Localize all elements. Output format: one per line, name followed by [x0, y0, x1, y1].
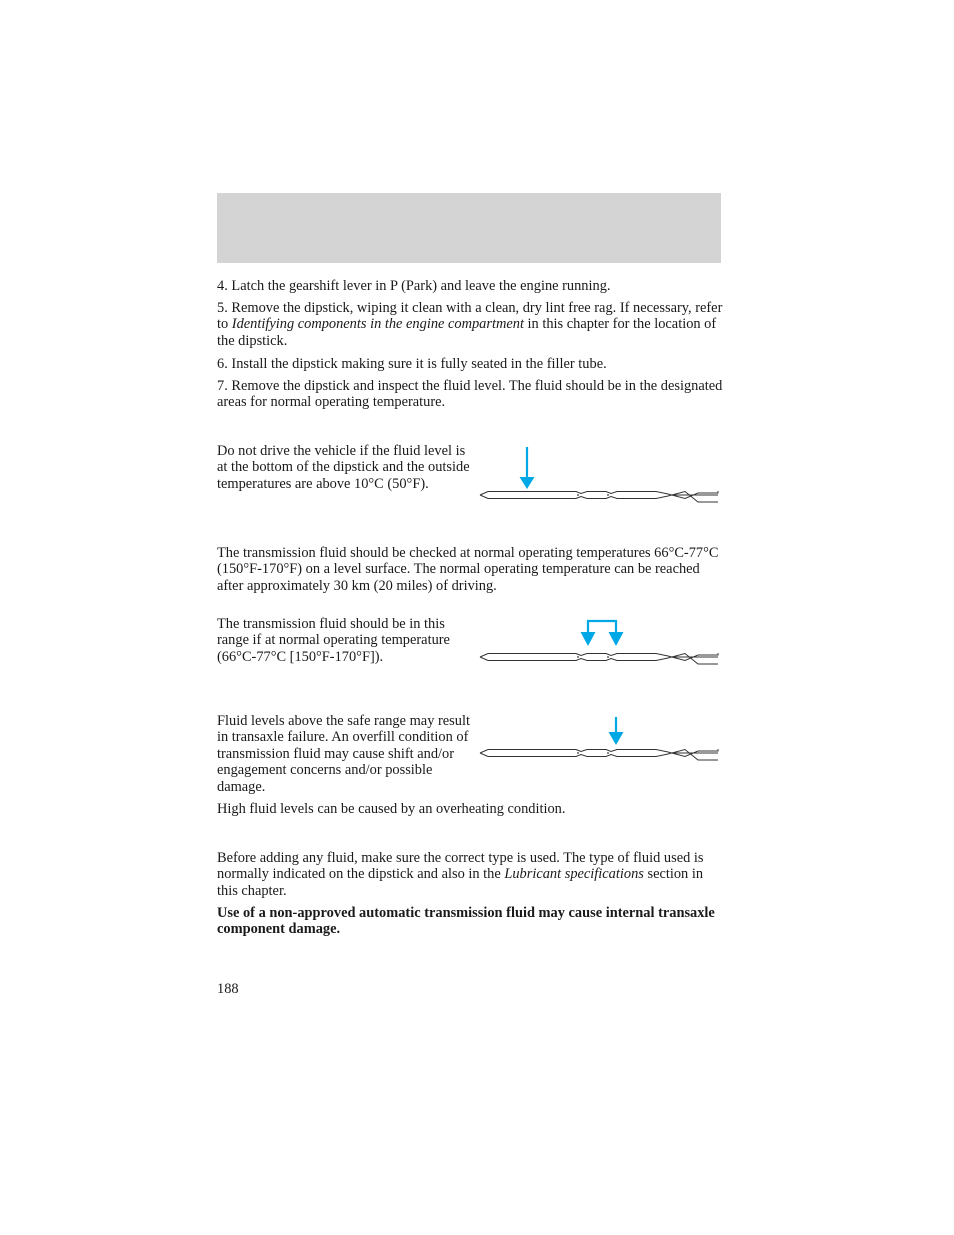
normal-temperature-paragraph: The transmission fluid should be checked at normal operating temperatures 66°C-77°C (150°F-170°F) on a level surface. The normal operating temperature can be reached after approximately 30 km (20 miles) of driving. — [217, 545, 719, 594]
dipstick-high-figure — [478, 715, 720, 777]
step-4 — [217, 278, 723, 294]
step-7 — [217, 378, 723, 411]
step-number: 5. — [217, 300, 228, 316]
step-6 — [217, 356, 723, 372]
low-level-warning: Do not drive the vehicle if the fluid level is at the bottom of the dipstick and the outside temperatures are above 10°C (50°F). — [217, 443, 470, 492]
step-number: 6. — [217, 356, 228, 372]
step-text: Remove the dipstick and inspect the fluid level. The fluid should be in the designated areas for normal operating temperature. — [217, 378, 723, 411]
step-number: 7. — [217, 378, 228, 394]
step-text: Remove the dipstick, wiping it clean with a clean, dry lint free rag. If necessary, refer to — [217, 300, 723, 333]
cross-reference-link[interactable]: Lubricant specifications — [504, 866, 644, 883]
step-5 — [217, 300, 723, 349]
dipstick-normal-figure — [478, 618, 720, 680]
chapter-header-band — [217, 193, 721, 263]
dipstick-low-figure — [478, 445, 720, 507]
down-arrow-icon — [609, 717, 624, 745]
adding-text: Before adding any fluid, make sure the correct type is used. The type of fluid used is normally indicated on the dipstick and also in the — [217, 850, 704, 883]
step-number: 4. — [217, 278, 228, 294]
high-level-cause: High fluid levels can be caused by an overheating condition. — [217, 801, 566, 817]
cross-reference-link[interactable]: Identifying components in the engine compartment — [231, 316, 524, 333]
dipstick-icon — [478, 445, 720, 507]
down-arrow-icon — [581, 621, 624, 646]
step-text: Install the dipstick making sure it is fully seated in the filler tube. — [231, 356, 607, 372]
page-number: 188 — [217, 981, 239, 997]
fluid-type-warning: Use of a non-approved automatic transmission fluid may cause internal transaxle component damage. — [217, 905, 715, 938]
normal-range-text: The transmission fluid should be in this range if at normal operating temperature (66°C-77°C [150°F-170°F]). — [217, 616, 450, 665]
step-text: Latch the gearshift lever in P (Park) and leave the engine running. — [231, 278, 611, 294]
step-text: in this chapter for the location of the dipstick. — [217, 316, 717, 349]
high-level-text: Fluid levels above the safe range may result in transaxle failure. An overfill condition of transmission fluid may cause shift and/or engagement concerns and/or possible damage. — [217, 713, 470, 795]
dipstick-icon — [478, 618, 720, 680]
adding-fluid-paragraph — [217, 850, 723, 899]
down-arrow-icon — [520, 447, 535, 489]
adding-text: section in this chapter. — [217, 866, 704, 899]
dipstick-icon — [478, 715, 720, 777]
